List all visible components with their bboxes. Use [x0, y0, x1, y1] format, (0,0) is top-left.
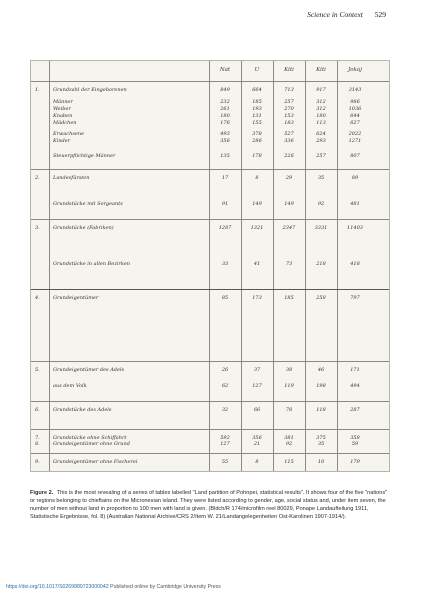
- ledger-rule: [31, 453, 389, 454]
- ledger-cell: 986: [350, 99, 360, 105]
- ledger-cell: 375: [316, 435, 326, 441]
- ledger-cell: 118: [316, 407, 326, 413]
- ledger-cell: 26: [221, 367, 229, 373]
- ledger-cell: 232: [220, 99, 230, 105]
- ledger-cell: 78: [285, 407, 293, 413]
- ledger-row: [31, 459, 389, 466]
- ledger-cell: 218: [316, 261, 326, 267]
- ledger-cell: 226: [284, 153, 294, 159]
- ledger-cell: 286: [252, 138, 262, 144]
- caption-label: Figure 2.: [30, 490, 54, 496]
- ledger-cell: 135: [220, 153, 230, 159]
- ledger-col-header: U: [254, 67, 260, 73]
- ledger-cell: 356: [252, 435, 262, 441]
- ledger-cell: 287: [350, 407, 360, 413]
- ledger-row-label: Grundstücke mit Sergeants: [53, 201, 123, 207]
- ledger-rule: [31, 289, 389, 290]
- ledger-cell: 32: [221, 407, 229, 413]
- ledger-cell: 493: [220, 131, 230, 137]
- ledger-rule: [31, 361, 389, 362]
- ledger-cell: 257: [284, 99, 294, 105]
- ledger-cell: 381: [284, 435, 294, 441]
- ledger-rule: [31, 429, 389, 430]
- ledger-row-label: Knaben: [53, 113, 73, 119]
- ledger-cell: 92: [285, 441, 293, 447]
- ledger-row-label: Grundeigentümer ohne Grund: [53, 441, 130, 447]
- ledger-cell: 153: [284, 113, 294, 119]
- ledger-cell: 35: [317, 441, 325, 447]
- ledger-cell: 356: [220, 138, 230, 144]
- ledger-cell: 176: [220, 120, 230, 126]
- ledger-cell: 92: [317, 201, 325, 207]
- ledger-cell: 131: [252, 113, 262, 119]
- figure-caption: [30, 490, 390, 522]
- ledger-rule: [31, 169, 389, 170]
- ledger-cell: 494: [350, 383, 360, 389]
- ledger-cell: 73: [285, 261, 293, 267]
- ledger-row-label: Männer: [53, 99, 73, 105]
- ledger-cell: 664: [252, 87, 262, 93]
- ledger-cell: 713: [284, 87, 294, 93]
- ledger-row: [31, 407, 389, 414]
- ledger-cell: 185: [284, 295, 294, 301]
- ledger-cell: 1287: [218, 225, 232, 231]
- ledger-cell: 113: [316, 120, 326, 126]
- ledger-row-index: 2.: [35, 175, 40, 181]
- ledger-cell: 183: [284, 120, 294, 126]
- ledger-row-index: 4.: [35, 295, 40, 301]
- ledger-row-index: 9.: [35, 459, 40, 465]
- ledger-cell: 8: [255, 175, 259, 181]
- page-number: 529: [374, 10, 386, 19]
- ledger-cell: 179: [350, 459, 360, 465]
- ledger-col-header: Nat: [219, 67, 231, 73]
- ledger-row-label: Mädchen: [53, 120, 77, 126]
- ledger-cell: 3143: [348, 87, 362, 93]
- ledger-cell: 592: [220, 435, 230, 441]
- ledger-row-label: Grundeigentümer des Adels: [53, 367, 125, 373]
- ledger-cell: 127: [252, 383, 262, 389]
- ledger-cell: 85: [221, 295, 229, 301]
- ledger-cell: 21: [253, 441, 261, 447]
- ledger-cell: 418: [350, 261, 360, 267]
- ledger-row-label: Landesfürsten: [53, 175, 90, 181]
- ledger-col-header: Kiti: [284, 67, 294, 73]
- ledger-cell: 46: [317, 367, 325, 373]
- ledger-rule: [31, 219, 389, 220]
- ledger-header-row: [31, 65, 389, 79]
- ledger-row-index: 6.: [35, 407, 40, 413]
- ledger-row-label: Erwachsene: [53, 131, 85, 137]
- ledger-row-label: Grundstücke des Adels: [53, 407, 112, 413]
- ledger-cell: 119: [284, 383, 294, 389]
- ledger-col-header: Kiti: [316, 67, 326, 73]
- ledger-row: [31, 441, 389, 448]
- ledger-row: [31, 367, 389, 374]
- ledger-cell: 1271: [348, 138, 362, 144]
- ledger-row: [31, 99, 389, 106]
- ledger-cell: 336: [284, 138, 294, 144]
- ledger-cell: 185: [252, 99, 262, 105]
- ledger-cell: 3331: [314, 225, 328, 231]
- ledger-cell: 115: [284, 459, 294, 465]
- ledger-cell: 807: [350, 153, 360, 159]
- ledger-cell: 2347: [282, 225, 296, 231]
- ledger-row: [31, 138, 389, 145]
- ledger-cell: 155: [252, 120, 262, 126]
- ledger-row-label: Grundstücke in allen Bezirken: [53, 261, 131, 267]
- ledger-scan: [30, 60, 390, 472]
- ledger-cell: 171: [350, 367, 360, 373]
- ledger-cell: 89: [351, 175, 359, 181]
- ledger-cell: 66: [253, 407, 261, 413]
- ledger-row: [31, 113, 389, 120]
- ledger-cell: 38: [285, 367, 293, 373]
- ledger-cell: 270: [284, 106, 294, 112]
- ledger-cell: 358: [350, 435, 360, 441]
- ledger-row: [31, 153, 389, 160]
- ledger-row-label: Grundzahl der Eingeborenen: [53, 87, 127, 93]
- ledger-cell: 258: [316, 295, 326, 301]
- ledger-cell: 624: [316, 131, 326, 137]
- ledger-cell: 11403: [347, 225, 363, 231]
- ledger-cell: 37: [253, 367, 261, 373]
- page-footer: [6, 584, 221, 590]
- ledger-cell: 312: [316, 99, 326, 105]
- ledger-cell: 59: [351, 441, 359, 447]
- ledger-cell: 797: [350, 295, 360, 301]
- ledger-cell: 173: [252, 295, 262, 301]
- ledger-cell: 293: [316, 138, 326, 144]
- ledger-cell: 149: [284, 201, 294, 207]
- ledger-row: [31, 175, 389, 182]
- ledger-cell: 527: [284, 131, 294, 137]
- ledger-cell: 1036: [348, 106, 362, 112]
- journal-title: Science in Context: [307, 10, 363, 19]
- ledger-cell: 55: [221, 459, 229, 465]
- ledger-col-header: Jokaj: [348, 67, 362, 73]
- ledger-row-index: 7.: [35, 435, 40, 441]
- ledger-cell: 180: [220, 113, 230, 119]
- ledger-cell: 849: [220, 87, 230, 93]
- ledger-cell: 378: [252, 131, 262, 137]
- ledger-row-index: 8.: [35, 441, 40, 447]
- ledger-cell: 257: [316, 153, 326, 159]
- ledger-row: [31, 201, 389, 208]
- ledger-row-index: 5.: [35, 367, 40, 373]
- ledger-cell: 8: [255, 459, 259, 465]
- ledger-row: [31, 106, 389, 113]
- ledger-cell: 127: [220, 441, 230, 447]
- ledger-cell: 10: [317, 459, 325, 465]
- ledger-cell: 644: [350, 113, 360, 119]
- ledger-row: [31, 131, 389, 138]
- ledger-cell: 1321: [250, 225, 264, 231]
- ledger-cell: 261: [220, 106, 230, 112]
- ledger-row: [31, 87, 389, 94]
- ledger-row-label: Kinder: [53, 138, 71, 144]
- ledger-cell: 178: [252, 153, 262, 159]
- ledger-row: [31, 261, 389, 268]
- ledger-cell: 91: [221, 201, 229, 207]
- ledger-cell: 2022: [348, 131, 362, 137]
- ledger-cell: 29: [285, 175, 293, 181]
- ledger-cell: 917: [316, 87, 326, 93]
- ledger-row: [31, 383, 389, 390]
- doi-link[interactable]: https://doi.org/10.1017/S0269889723000042: [6, 584, 109, 590]
- ledger-row-index: 3.: [35, 225, 40, 231]
- ledger-cell: 312: [316, 106, 326, 112]
- ledger-cell: 41: [253, 261, 261, 267]
- ledger-row-label: aus dem Volk: [53, 383, 87, 389]
- ledger-row-label: Grundeigentümer: [53, 295, 99, 301]
- ledger-cell: 17: [221, 175, 229, 181]
- ledger-row-index: 1.: [35, 87, 40, 93]
- ledger-row: [31, 225, 389, 232]
- ledger-cell: 35: [317, 175, 325, 181]
- ledger-rule: [31, 81, 389, 82]
- ledger-cell: 149: [252, 201, 262, 207]
- ledger-cell: 62: [221, 383, 229, 389]
- caption-text: This is the most revealing of a series of tables labelled "Land partition of Pohnpei, statistical results". It shows four of the five "nations" or regions belonging to chieftains on the Micronesian island. They were listed according to gender, age, social status and, under item seven, the number of men without land in proportion to 100 men with land is given. (Bldch/R 174/microfilm reel 80029, Ponape Landaufteilung 1911, Statistische Ergebnisse, fol. 8) (Australian National Archive/CRS 2/Item W. 21/Landangelegenheiten Ost-Karolinen 1907-1914/).: [30, 490, 388, 520]
- ledger-row: [31, 295, 389, 302]
- ledger-cell: 33: [221, 261, 229, 267]
- ledger-cell: 180: [316, 113, 326, 119]
- ledger-row: [31, 120, 389, 127]
- ledger-cell: 627: [350, 120, 360, 126]
- ledger-cell: 198: [316, 383, 326, 389]
- ledger-row-label: Grundstücke ohne Schiffahrt: [53, 435, 127, 441]
- ledger-rule: [31, 401, 389, 402]
- ledger-cell: 193: [252, 106, 262, 112]
- running-head: [307, 10, 386, 19]
- ledger-row-label: Grundstücke (Fabriken): [53, 225, 114, 231]
- ledger-cell: 481: [350, 201, 360, 207]
- publisher-note: Published online by Cambridge University Press: [108, 584, 221, 590]
- ledger-row-label: Weiber: [53, 106, 71, 112]
- ledger-row-label: Steuerpflichtige Männer: [53, 153, 116, 159]
- ledger-row-label: Grundeigentümer ohne Fischerei: [53, 459, 138, 465]
